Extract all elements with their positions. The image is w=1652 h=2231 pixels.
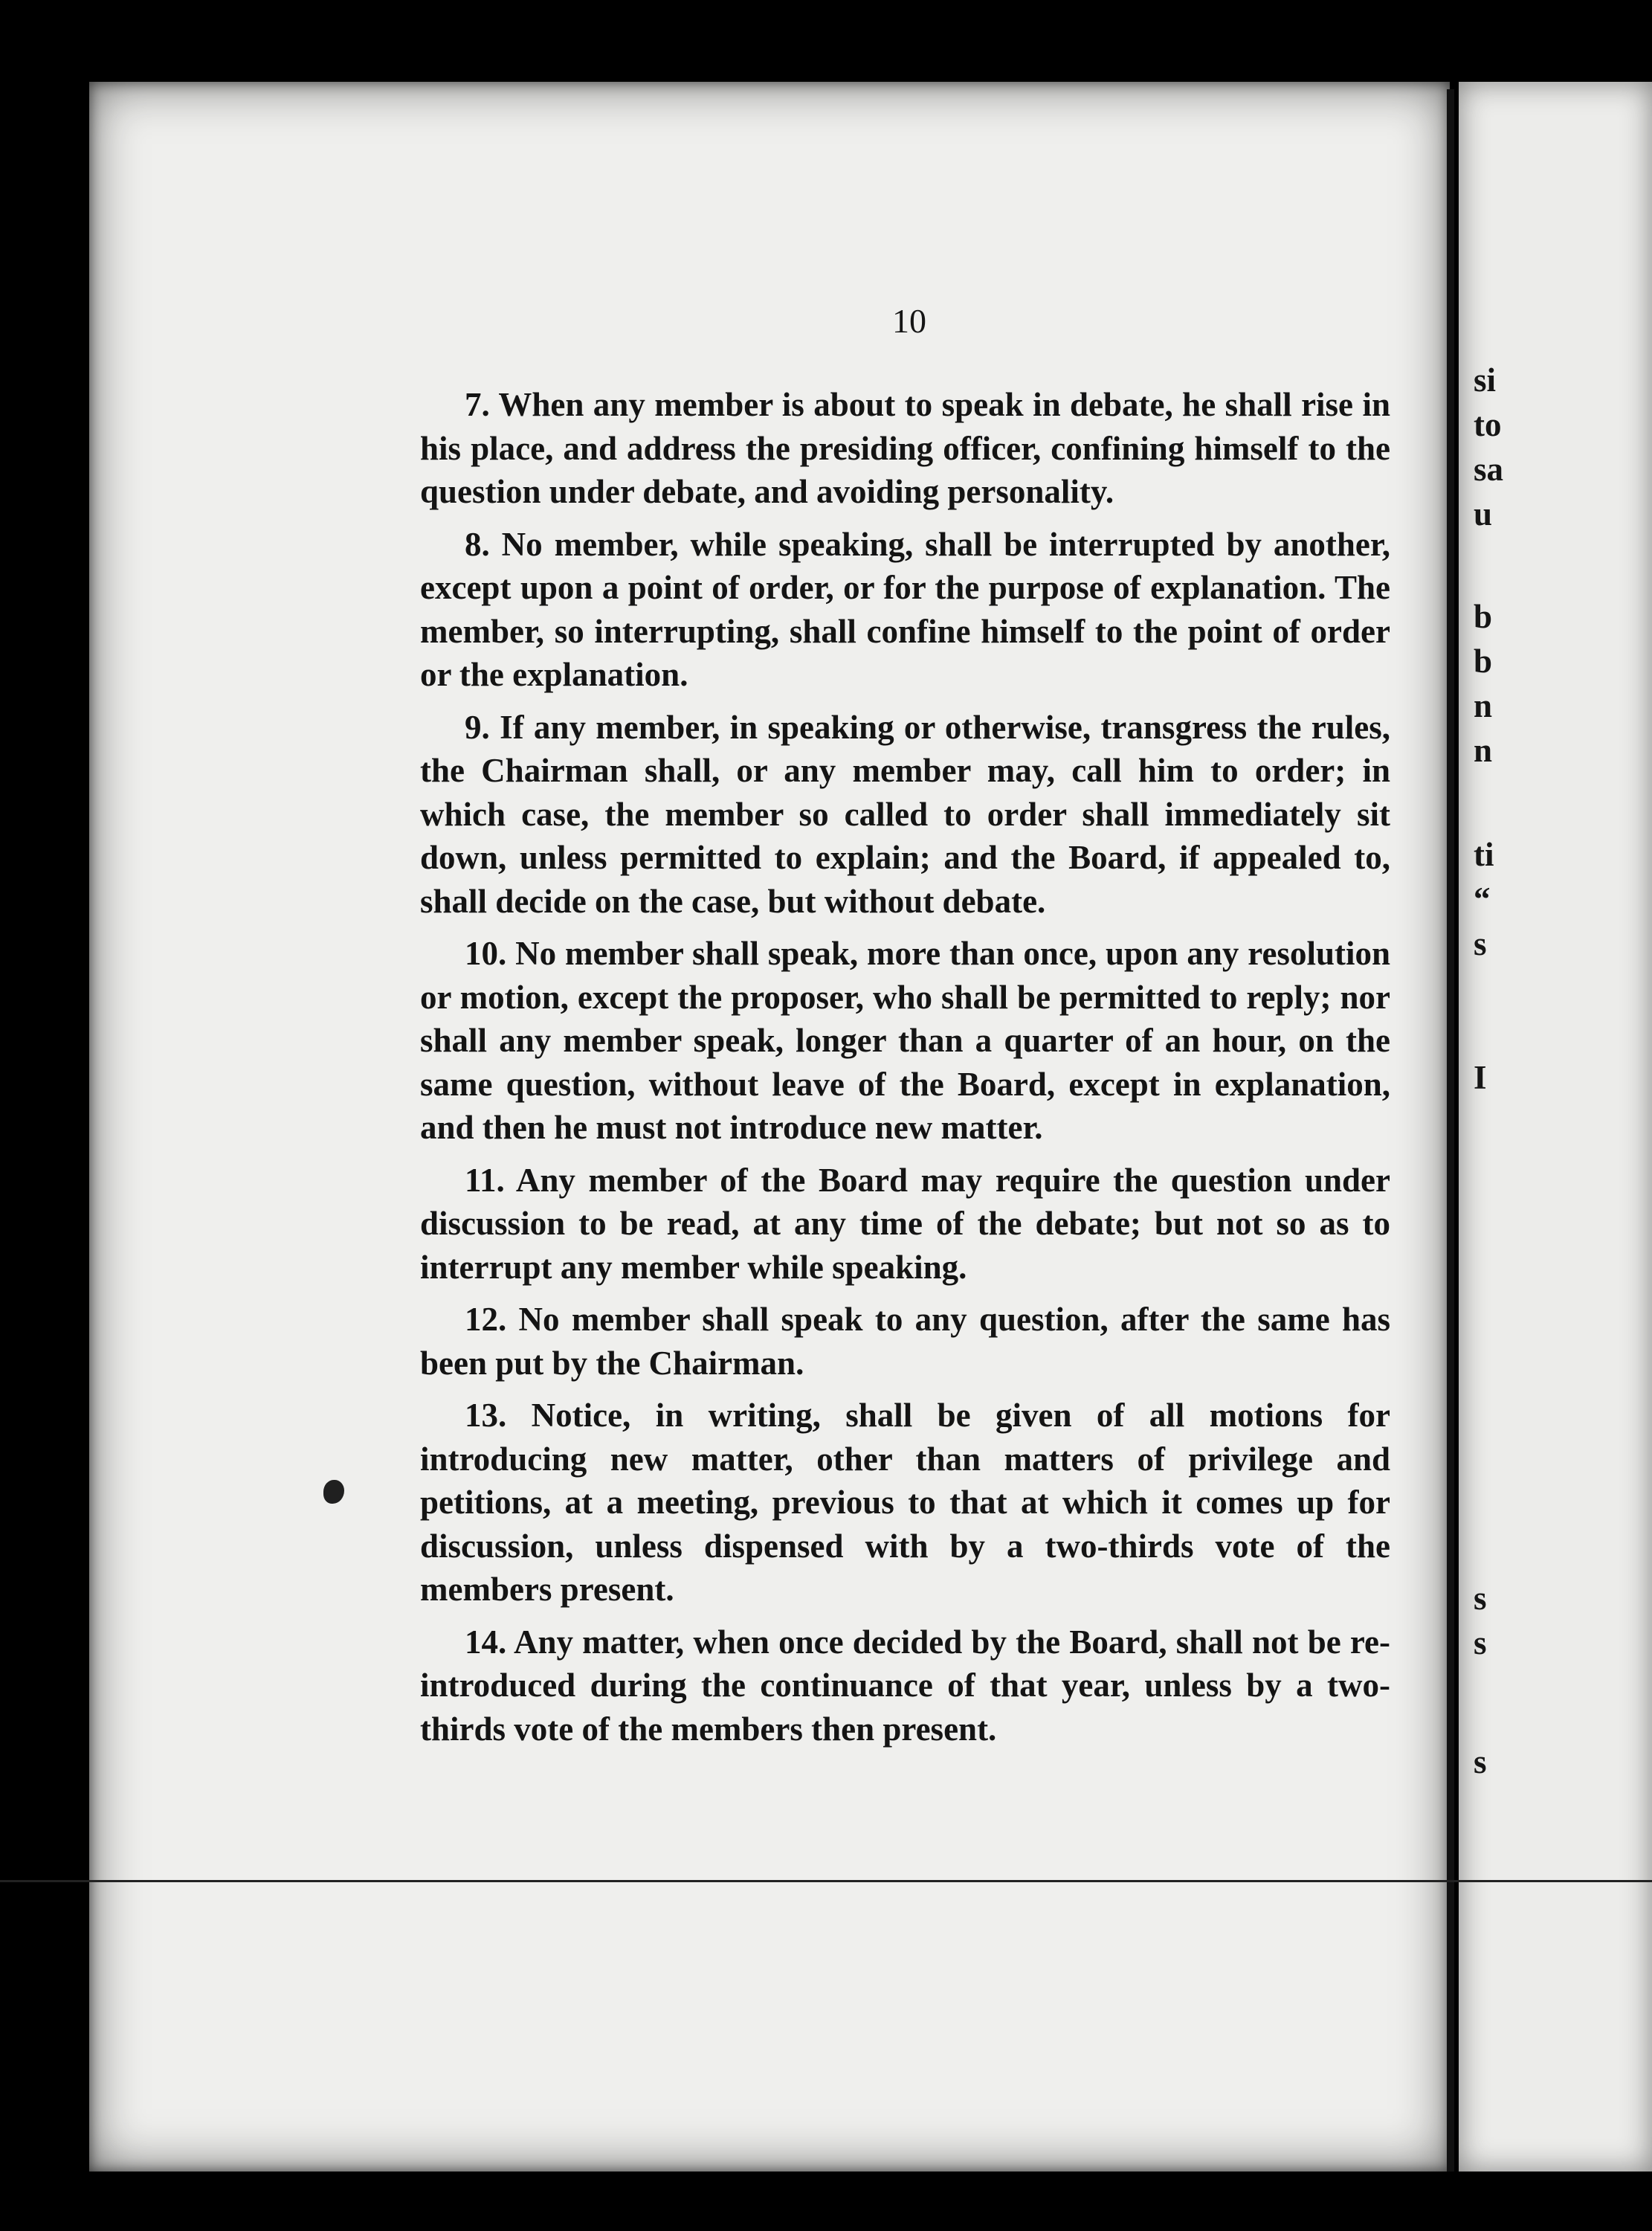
fragment: “ (1474, 881, 1491, 918)
fragment: sa (1474, 451, 1504, 488)
fragment: ti (1474, 836, 1494, 873)
fragment: s (1474, 1624, 1487, 1661)
fragment: s (1474, 1580, 1487, 1617)
rule-paragraph-11: 11. Any member of the Board may require the question under discussion to be read, at any time of the debate; but not so as to interrupt any member while speaking. (420, 1161, 1390, 1286)
fragment: u (1474, 495, 1493, 532)
left-page (89, 82, 1450, 2172)
rule-paragraph-13: 13. Notice, in writing, shall be given of all motions for introducing new matter, other than matters of privilege and petitions, at a meeting, previous to that at which it comes up for discussion, unless dispensed with by a two-thirds vote of the members present. (420, 1397, 1390, 1608)
rule-paragraph-9: 9. If any member, in speaking or otherwise, transgress the rules, the Chairman shall, or any member may, call him to order; in which case, the member so called to order shall immediately sit down, unless permitted to explain; and the Board, if appealed to, shall decide on the case, but without debate. (420, 708, 1390, 920)
fragment: to (1474, 406, 1502, 443)
fragment: b (1474, 643, 1493, 680)
rule-paragraph-10: 10. No member shall speak, more than once, upon any resolution or motion, except the proposer, who shall be permitted to reply; nor shall any member speak, longer than a quarter of an hour, on the same question, without leave of the Board, except in explanation, and then he must not introduce new matter. (420, 935, 1390, 1146)
fragment: b (1474, 598, 1493, 635)
fragment: n (1474, 732, 1493, 769)
rule-paragraph-7: 7. When any member is about to speak in debate, he shall rise in his place, and address the presiding officer, confining himself to the question under debate, and avoiding personality. (420, 386, 1390, 510)
scan-fold-line (0, 1880, 1652, 1882)
page-number: 10 (892, 302, 926, 340)
fragment: s (1474, 1743, 1487, 1780)
facing-page (1459, 82, 1652, 2172)
rule-paragraph-14: 14. Any matter, when once decided by the Board, shall not be re-introduced during the continuance of that year, unless by a two-thirds vote of the members then present. (420, 1623, 1390, 1748)
rule-paragraph-8: 8. No member, while speaking, shall be interrupted by another, except upon a point of order, or for the purpose of explanation. The member, so interrupting, shall confine himself to the point of order or the explanation. (420, 525, 1390, 693)
fragment: n (1474, 687, 1493, 724)
ink-blot (323, 1480, 344, 1504)
fragment: s (1474, 925, 1487, 962)
page-spine (1447, 89, 1454, 2172)
fragment: si (1474, 361, 1497, 399)
rules-text (420, 383, 1390, 1760)
fragment: I (1474, 1059, 1487, 1096)
rule-paragraph-12: 12. No member shall speak to any question, after the same has been put by the Chairman. (420, 1301, 1390, 1382)
